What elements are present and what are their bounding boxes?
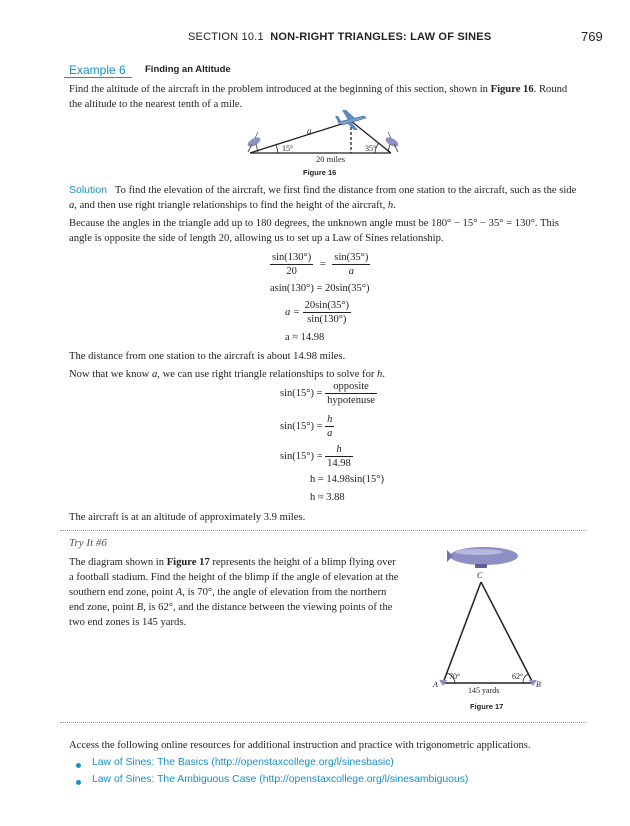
vertex-b-label: B — [536, 680, 541, 689]
cross-multiplied-equation: asin(130°) = 20sin(35°) — [270, 283, 370, 294]
section-number: SECTION 10.1 — [188, 31, 264, 43]
h-result-equation: h ≈ 3.88 — [310, 492, 345, 503]
sine-h-over-value-equation: sin(15°) = $\frac{h}{14.98}$ — [280, 444, 351, 469]
section-divider-top — [60, 530, 586, 531]
try-it-problem: The diagram shown in Figure 17 represents the height of a blimp flying over a football stadium. Find the height of the blimp if the angle of elevation at the southern end zone, point A, is 70°, the angle of elevation from the northern end zone, point B, is 62°, and the distance between the viewing points of the two end zones is 145 yards. — [69, 557, 399, 628]
distance-statement: The distance from one station to the aircraft is about 14.98 miles. — [69, 351, 346, 362]
triangle-side-ac — [443, 582, 481, 683]
example-label-rule — [64, 77, 132, 78]
solution-paragraph: Solution To find the elevation of the aircraft, we first find the distance from one station to the aircraft, such as the side a, and then use right triangle relationships to find the height of the aircraft, h. — [69, 184, 577, 211]
base-20-miles-label: 20 miles — [316, 154, 346, 164]
angle-35-label: 35° — [365, 144, 377, 153]
try-it-label: Try It #6 — [69, 537, 107, 549]
angle-62-label: 62° — [512, 672, 524, 681]
base-145-yards-label: 145 yards — [468, 686, 500, 695]
example-problem: Find the altitude of the aircraft in the problem introduced at the beginning of this section, shown in Figure 16. Round the altitude to the nearest tenth of a mile. — [69, 84, 568, 110]
link-law-of-sines-basics[interactable]: Law of Sines: The Basics (http://openstaxcollege.org/l/sinesbasic) — [92, 757, 394, 768]
figure-17-caption: Figure 17 — [470, 702, 504, 711]
solve-a-equation: a = $\frac{20\sin(35^\circ)}{\sin(130^\circ)}$ — [285, 300, 350, 325]
sine-definition-equation: sin(15°) = $\frac{\text{opposite}}{\text{hypotenuse}}$ — [280, 381, 375, 406]
section-divider-bottom — [60, 722, 586, 723]
resources-intro: Access the following online resources for additional instruction and practice with trigonometric applications. — [69, 740, 531, 751]
solution-label: Solution — [69, 184, 107, 196]
vertex-a-label: A — [433, 680, 438, 689]
link-law-of-sines-ambiguous[interactable]: Law of Sines: The Ambiguous Case (http://openstaxcollege.org/l/sinesambiguous) — [92, 774, 469, 785]
figure-reference: Figure 16 — [490, 84, 534, 95]
sine-h-over-a-equation: sin(15°) = $\frac{h}{a}$ — [280, 414, 333, 439]
law-of-sines-equation: $\frac{\sin(130^\circ)}{20}$ = $\frac{\sin(35^\circ)}{a}$ — [272, 252, 369, 277]
section-title: NON-RIGHT TRIANGLES: LAW OF SINES — [270, 31, 492, 43]
section-header — [188, 31, 491, 43]
figure-17-diagram — [425, 540, 555, 700]
bullet-icon — [76, 763, 81, 768]
triangle-side-a — [250, 121, 351, 153]
triangle-side-bc — [481, 582, 533, 683]
h-product-equation: h = 14.98sin(15°) — [310, 474, 384, 485]
blimp-icon — [447, 547, 518, 568]
bullet-icon — [76, 780, 81, 785]
page-number: 769 — [581, 29, 603, 44]
conclusion-statement: The aircraft is at an altitude of approximately 3.9 miles. — [69, 512, 306, 523]
figure-16-diagram — [238, 108, 408, 166]
vertex-c-label: C — [477, 571, 483, 580]
figure-17-reference: Figure 17 — [166, 557, 210, 568]
example-title: Finding an Altitude — [145, 64, 231, 75]
a-result-equation: a ≈ 14.98 — [285, 332, 325, 343]
angle-sum-paragraph: Because the angles in the triangle add up to 180 degrees, the unknown angle must be 180° − 15° − 35° = 130°. This angle is opposite the side of length 20, allowing us to set up a Law of Sines relationship. — [69, 218, 559, 244]
side-a-label: a — [307, 126, 312, 136]
angle-15-label: 15° — [282, 144, 294, 153]
example-label: Example 6 — [69, 63, 126, 77]
figure-16-caption: Figure 16 — [303, 168, 337, 177]
now-solve-h-statement: Now that we know a, we can use right triangle relationships to solve for h. — [69, 369, 385, 380]
angle-70-label: 70° — [449, 672, 461, 681]
left-radar-dish-icon — [246, 132, 262, 152]
